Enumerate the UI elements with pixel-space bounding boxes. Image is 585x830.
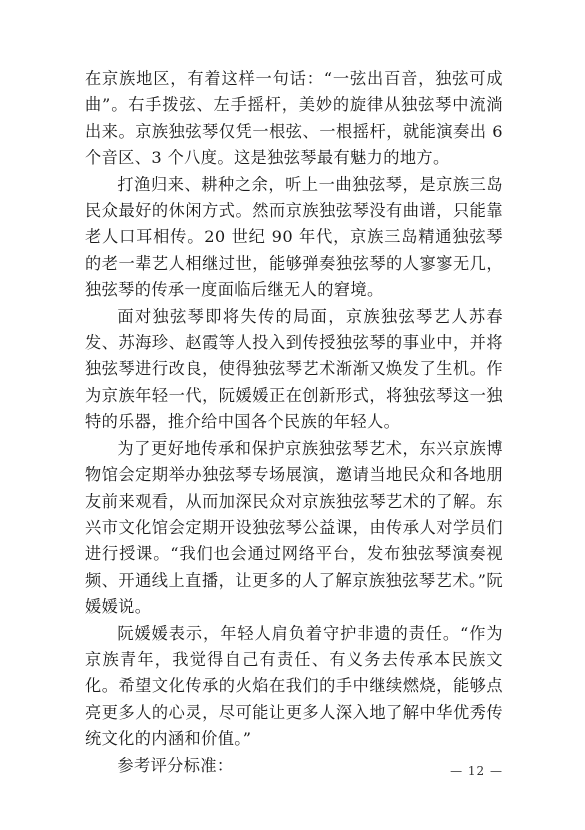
document-body xyxy=(85,66,503,779)
paragraph-protection: 为了更好地传承和保护京族独弦琴艺术，东兴京族博物馆会定期举办独弦琴专场展演，邀请当地民众和各地朋友前来观看，从而加深民众对京族独弦琴艺术的了解。东兴市文化馆会定期开设独弦琴公益课，由传承人对学员们进行授课。“我们也会通过网络平台，发布独弦琴演奏视频、开通线上直播，让更多的人了解京族独弦琴艺术。”阮媛媛说。 xyxy=(85,438,503,617)
paragraph-intro: 在京族地区，有着这样一句话：“一弦出百音，独弦可成曲”。右手拨弦、左手摇杆，美妙的旋律从独弦琴中流淌出来。京族独弦琴仅凭一根弦、一根摇杆，就能演奏出 6 个音区、3 个八度。这是独弦琴最有魅力的地方。 xyxy=(85,69,503,168)
paragraph-youth: 阮媛媛表示，年轻人肩负着守护非遗的责任。“作为京族青年，我觉得自己有责任、有义务去传承本民族文化。希望文化传承的火焰在我们的手中继续燃烧，能够点亮更多人的心灵，尽可能让更多人深入地了解中华优秀传统文化的内涵和价值。” xyxy=(85,623,503,749)
page-number: — 12 — xyxy=(450,764,503,778)
paragraph-scoring-criteria: 参考评分标准： xyxy=(117,755,234,775)
paragraph-revival: 面对独弦琴即将失传的局面，京族独弦琴艺人苏春发、苏海珍、赵霞等人投入到传授独弦琴的事业中，并将独弦琴进行改良，使得独弦琴艺术渐渐又焕发了生机。作为京族年轻一代，阮媛媛正在创新形式，将独弦琴这一独特的乐器，推介给中国各个民族的年轻人。 xyxy=(85,306,503,432)
paragraph-leisure: 打渔归来、耕种之余，听上一曲独弦琴，是京族三岛民众最好的休闲方式。然而京族独弦琴没有曲谱，只能靠老人口耳相传。20 世纪 90 年代，京族三岛精通独弦琴的老一辈艺人相继过世，能够弹奏独弦琴的人寥寥无几，独弦琴的传承一度面临后继无人的窘境。 xyxy=(85,174,503,300)
